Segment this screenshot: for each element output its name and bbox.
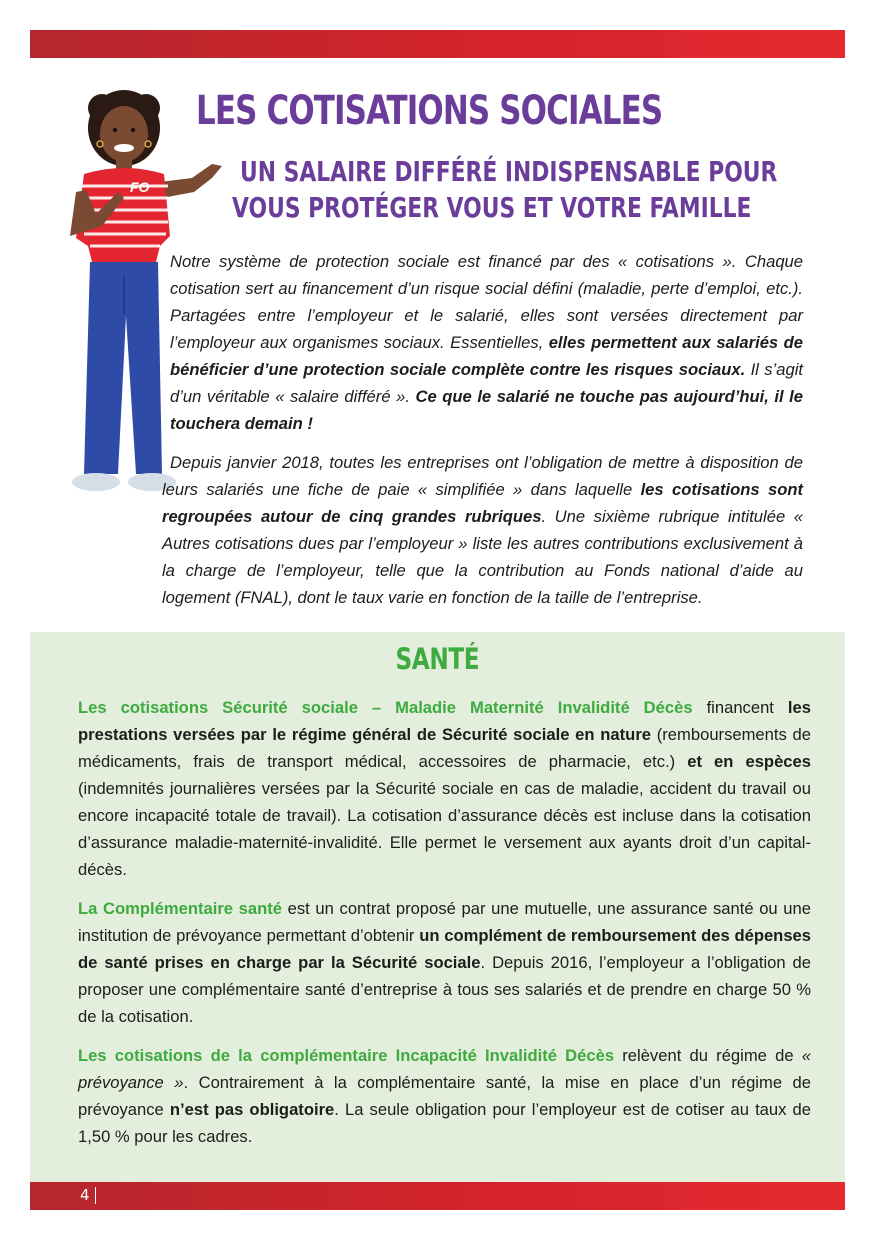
text-span: . La seule obligation pour l’employeur est de cotiser au taux de 1,50 % pour les cadres. (78, 1100, 811, 1146)
italic-term: « prévoyance » (78, 1046, 811, 1092)
intro-emphasis: elles permettent aux salariés de bénéficier d’une protection sociale complète contre les risques sociaux. (170, 333, 803, 379)
page-number: 4 (80, 1187, 96, 1204)
page-title: LES COTISATIONS SOCIALES (196, 88, 663, 134)
emphasis: n’est pas obligatoire (169, 1100, 335, 1119)
intro-text-span: Il s’agit d’un véritable « salaire différé ». (170, 360, 803, 406)
text-span: (remboursements de médicaments, frais de transport médical, accessoires de pharmacie, etc.) (78, 725, 811, 771)
sante-heading (30, 642, 845, 676)
emphasis: un complément de remboursement des dépenses de santé prises en charge par la Sécurité sociale (78, 926, 812, 972)
green-term: La Complémentaire santé (78, 899, 283, 918)
emphasis: et en espèces (687, 752, 811, 771)
sante-paragraph-1 (78, 694, 811, 883)
top-banner (30, 30, 845, 58)
intro-text-span: Notre système de protection sociale est financé par des « cotisations ». Chaque cotisation sert au financement d’un risque social défini (maladie, perte d’emploi, etc.). Partagées entre l’employeur et le salarié, elles sont versées directement par l’employeur aux organismes sociaux. Essentielles, (170, 252, 803, 352)
text-span: . Contrairement à la complémentaire santé, la mise en place d’un régime de prévoyance (78, 1073, 811, 1119)
sante-heading-text: SANTÉ (395, 642, 480, 676)
intro-emphasis: les cotisations sont regroupées autour de cinq grandes rubriques (162, 480, 803, 526)
text-span: financent (692, 698, 788, 717)
intro-text-span: . Une sixième rubrique intitulée « Autres cotisations dues par l’employeur » liste les autres contributions exclusivement à la charge de l’employeur, telle que la contribution au Fonds national d’aide au logement (FNAL), dont le taux varie en fonction de la taille de l’entreprise. (162, 507, 803, 607)
sante-section (30, 632, 845, 1182)
text-span: est un contrat proposé par une mutuelle, une assurance santé ou une institution de prévoyance permettant d’obtenir (78, 899, 811, 945)
text-span: . Depuis 2016, l’employeur a l’obligation de proposer une complémentaire santé d’entreprise à tous ses salariés et de prendre en charge 50 % de la cotisation. (78, 953, 812, 1026)
green-term: Les cotisations Sécurité sociale – Maladie Maternité Invalidité Décès (78, 698, 693, 717)
sante-paragraph-2 (78, 895, 811, 1030)
green-term: Les cotisations de la complémentaire Incapacité Invalidité Décès (78, 1046, 615, 1065)
text-span: (indemnités journalières versées par la Sécurité sociale en cas de maladie, accident du travail ou encore incapacité totale de travail). La cotisation d’assurance décès est incluse dans la cotisation d’assurance maladie-maternité-invalidité. Elle permet le versement aux ayants droit d’un capital-décès. (78, 779, 811, 879)
intro-text-span: Depuis janvier 2018, toutes les entreprises ont l’obligation de mettre à disposition de leurs salariés une fiche de paie « simplifiée » dans laquelle (162, 453, 803, 499)
page-subtitle-line1: UN SALAIRE DIFFÉRÉ INDISPENSABLE POUR (240, 155, 778, 188)
sante-paragraph-3 (78, 1042, 811, 1150)
intro-paragraph-2 (70, 449, 803, 611)
intro-text (70, 248, 803, 611)
shirt-logo: FO (130, 179, 150, 195)
intro-paragraph-1 (70, 248, 803, 437)
page-subtitle-line2: VOUS PROTÉGER VOUS ET VOTRE FAMILLE (232, 191, 752, 224)
bottom-banner (30, 1182, 845, 1210)
emphasis: les prestations versées par le régime général de Sécurité sociale en nature (78, 698, 811, 744)
text-span: relèvent du régime de (614, 1046, 802, 1065)
intro-emphasis: Ce que le salarié ne touche pas aujourd’hui, il le touchera demain ! (170, 387, 803, 433)
